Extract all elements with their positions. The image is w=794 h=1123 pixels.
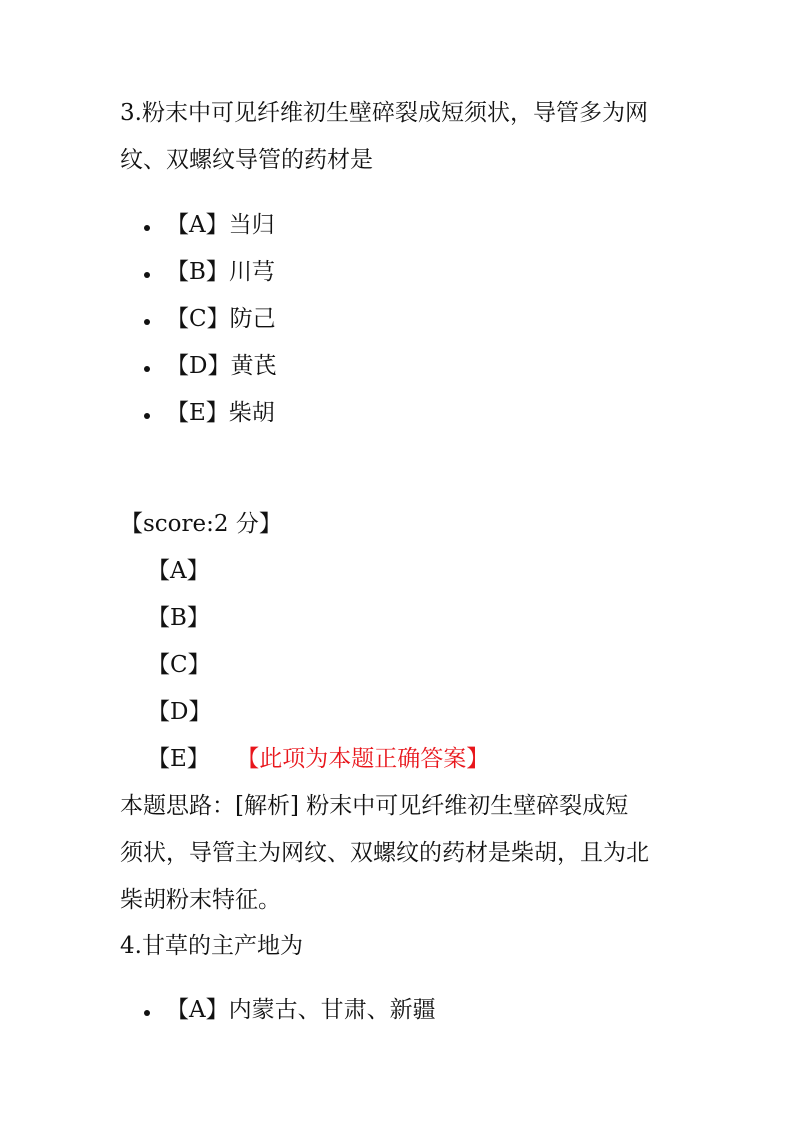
question-3-stem-line-1: 3.粉末中可见纤维初生壁碎裂成短须状，导管多为网 xyxy=(120,100,648,126)
option-label: 【A】当归 xyxy=(166,212,275,238)
explanation-line-3: 柴胡粉末特征。 xyxy=(120,887,281,913)
question-3-score: 【score:2 分】 xyxy=(120,511,282,537)
option-label: 【A】内蒙古、甘肃、新疆 xyxy=(166,997,436,1023)
answer-e-label: 【E】 xyxy=(147,746,210,772)
bullet-icon xyxy=(144,413,150,419)
bullet-icon xyxy=(144,366,150,372)
explanation-line-1: 本题思路：[解析] 粉末中可见纤维初生壁碎裂成短 xyxy=(120,793,629,819)
option-label: 【C】防己 xyxy=(166,306,276,332)
question-4-stem: 4.甘草的主产地为 xyxy=(120,933,303,959)
question-3-option-a xyxy=(144,210,275,240)
answer-d: 【D】 xyxy=(147,699,212,725)
question-3-option-d xyxy=(144,351,276,381)
option-label: 【B】川芎 xyxy=(166,259,275,285)
option-label: 【E】柴胡 xyxy=(166,400,275,426)
answer-e xyxy=(147,744,489,774)
explanation-line-2: 须状，导管主为网纹、双螺纹的药材是柴胡，且为北 xyxy=(120,840,649,866)
answer-a: 【A】 xyxy=(147,558,210,584)
question-4-option-a xyxy=(144,995,436,1025)
bullet-icon xyxy=(144,272,150,278)
question-3-option-b xyxy=(144,257,275,287)
correct-answer-note: 【此项为本题正确答案】 xyxy=(247,746,490,772)
bullet-icon xyxy=(144,225,150,231)
question-3-option-c xyxy=(144,304,276,334)
bullet-icon xyxy=(144,319,150,325)
question-3-stem-line-2: 纹、双螺纹导管的药材是 xyxy=(120,147,373,173)
answer-b: 【B】 xyxy=(147,605,210,631)
answer-c: 【C】 xyxy=(147,652,211,678)
question-3-option-e xyxy=(144,398,275,428)
bullet-icon xyxy=(144,1010,150,1016)
option-label: 【D】黄芪 xyxy=(166,353,277,379)
